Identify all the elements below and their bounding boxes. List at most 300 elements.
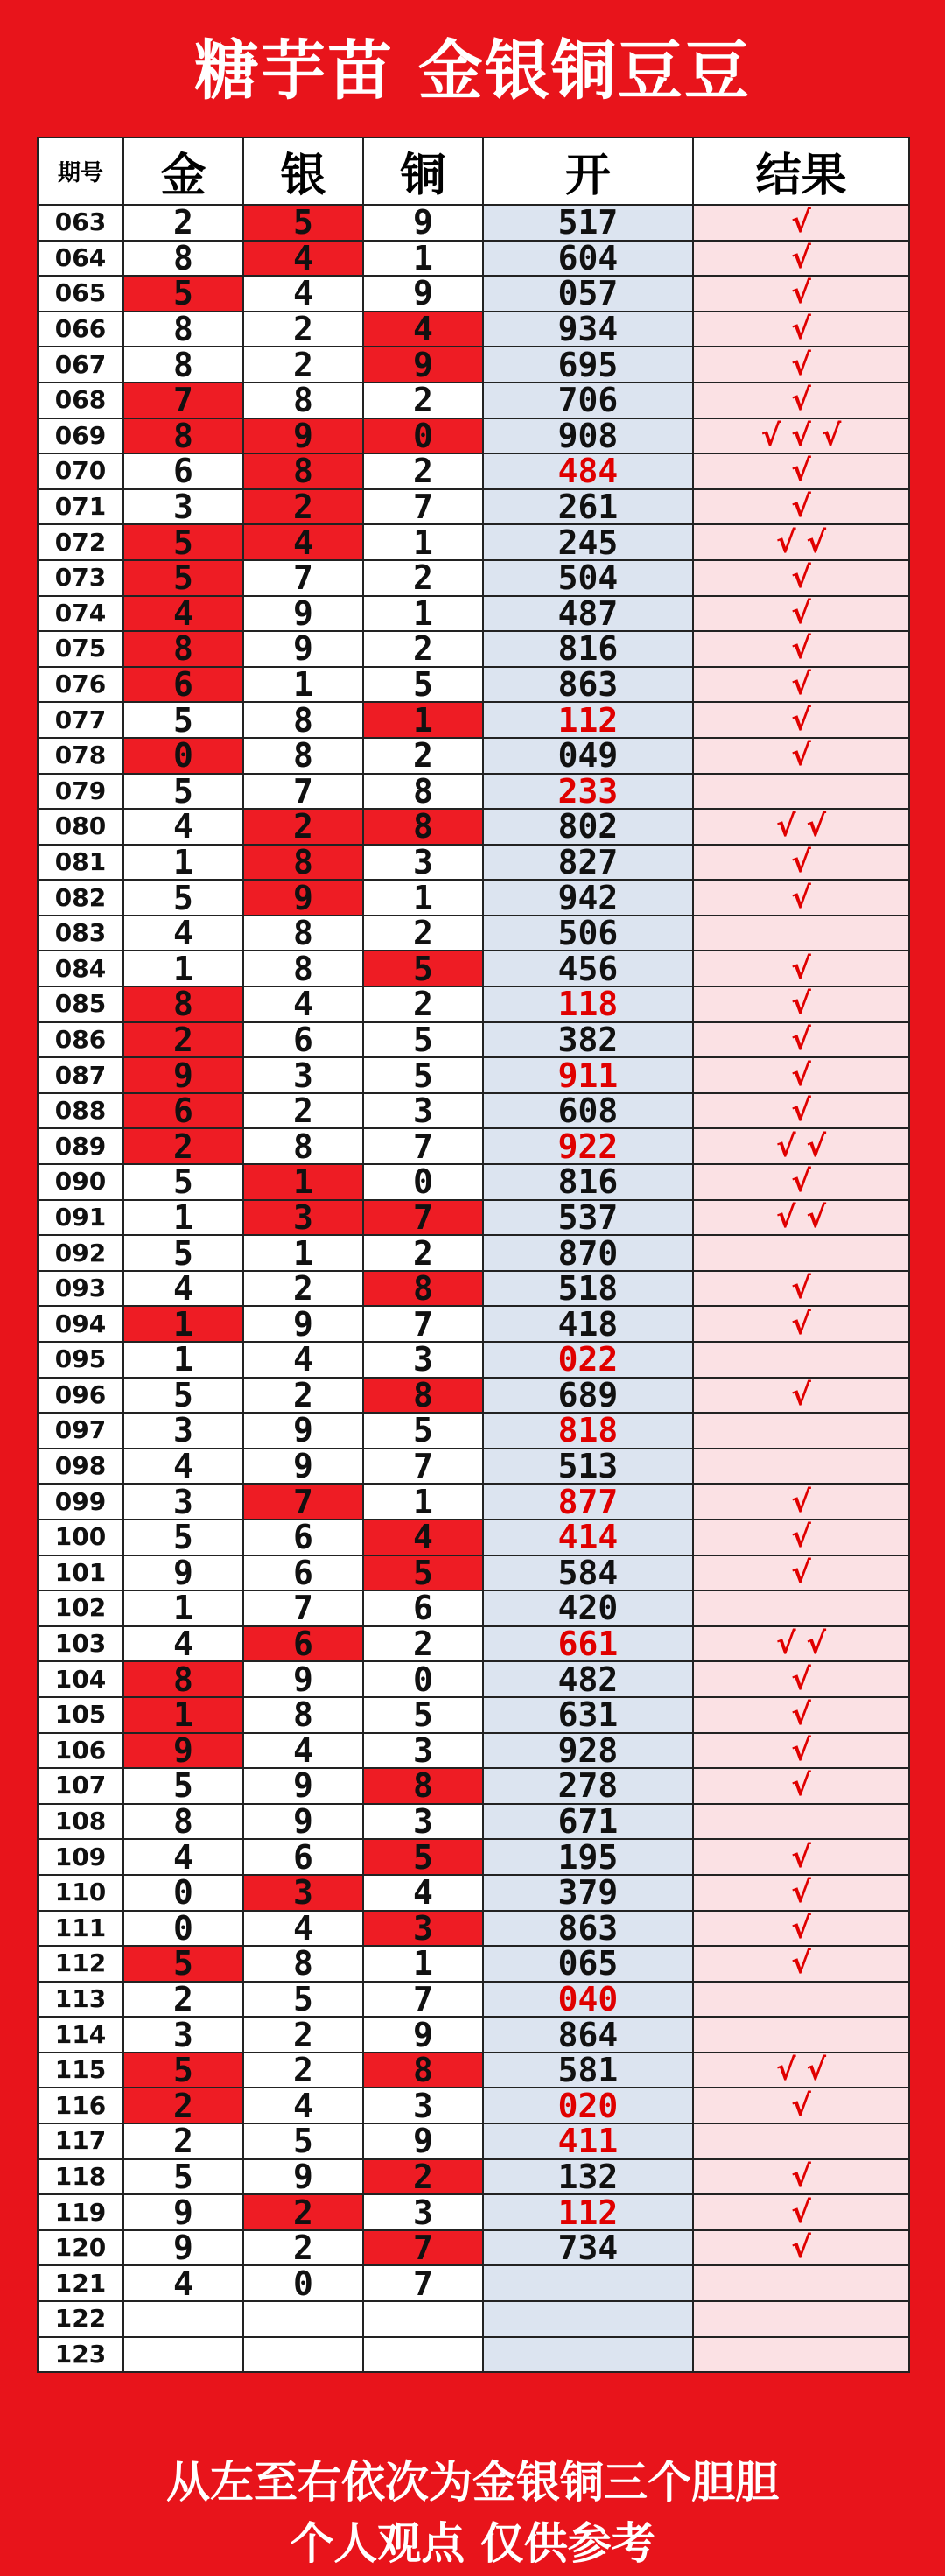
header-result: 结果 — [693, 137, 909, 205]
bronze-cell: 5 — [363, 1839, 483, 1875]
draw-cell: 118 — [483, 986, 693, 1022]
table-row — [38, 347, 909, 383]
silver-cell: 2 — [243, 1093, 363, 1129]
footer-line-2: 个人观点 仅供参考 — [290, 2518, 655, 2569]
bronze-cell: 5 — [363, 1057, 483, 1093]
bronze-cell: 9 — [363, 205, 483, 241]
bronze-cell — [363, 2337, 483, 2373]
gold-cell: 1 — [123, 951, 243, 986]
silver-cell: 5 — [243, 1982, 363, 2018]
table-row — [38, 596, 909, 632]
gold-cell: 5 — [123, 702, 243, 738]
issue-cell: 087 — [38, 1057, 123, 1093]
draw-cell: 827 — [483, 845, 693, 881]
draw-cell: 671 — [483, 1804, 693, 1840]
table-row — [38, 418, 909, 454]
silver-cell: 6 — [243, 1022, 363, 1058]
bronze-cell: 3 — [363, 1804, 483, 1840]
silver-cell — [243, 2301, 363, 2337]
draw-cell: 278 — [483, 1768, 693, 1804]
issue-cell: 075 — [38, 631, 123, 667]
silver-cell: 2 — [243, 489, 363, 525]
issue-cell: 122 — [38, 2301, 123, 2337]
table-row — [38, 1733, 909, 1769]
bronze-cell: 2 — [363, 560, 483, 596]
silver-cell: 9 — [243, 1449, 363, 1485]
bronze-cell: 0 — [363, 418, 483, 454]
draw-cell: 734 — [483, 2230, 693, 2266]
result-cell — [693, 1449, 909, 1485]
gold-cell: 4 — [123, 596, 243, 632]
bronze-cell: 2 — [363, 738, 483, 774]
bronze-cell — [363, 2301, 483, 2337]
result-cell: √ √ √ — [693, 418, 909, 454]
bronze-cell: 3 — [363, 1093, 483, 1129]
issue-cell: 104 — [38, 1661, 123, 1697]
bronze-cell: 8 — [363, 774, 483, 810]
bronze-cell: 5 — [363, 1413, 483, 1449]
bronze-cell: 8 — [363, 2053, 483, 2088]
gold-cell: 9 — [123, 1733, 243, 1769]
gold-cell: 4 — [123, 916, 243, 951]
draw-cell: 195 — [483, 1839, 693, 1875]
bronze-cell: 2 — [363, 453, 483, 489]
footer-line-1: 从左至右依次为金银铜三个胆胆 — [166, 2457, 779, 2508]
result-cell: √ — [693, 1697, 909, 1733]
issue-cell: 091 — [38, 1200, 123, 1236]
issue-cell: 114 — [38, 2017, 123, 2053]
result-cell: √ — [693, 1484, 909, 1520]
issue-cell: 077 — [38, 702, 123, 738]
issue-cell: 076 — [38, 667, 123, 703]
draw-cell: 418 — [483, 1306, 693, 1342]
draw-cell: 022 — [483, 1342, 693, 1378]
bronze-cell: 5 — [363, 951, 483, 986]
issue-cell: 119 — [38, 2194, 123, 2230]
bronze-cell: 3 — [363, 2088, 483, 2123]
result-cell: √ √ — [693, 809, 909, 845]
gold-cell: 5 — [123, 560, 243, 596]
silver-cell: 8 — [243, 738, 363, 774]
silver-cell: 4 — [243, 1342, 363, 1378]
draw-cell: 631 — [483, 1697, 693, 1733]
gold-cell: 6 — [123, 1093, 243, 1129]
bronze-cell: 1 — [363, 880, 483, 916]
bronze-cell: 7 — [363, 1200, 483, 1236]
gold-cell: 5 — [123, 1768, 243, 1804]
silver-cell: 7 — [243, 560, 363, 596]
issue-cell: 082 — [38, 880, 123, 916]
table-row — [38, 1200, 909, 1236]
draw-cell: 040 — [483, 1982, 693, 2018]
draw-cell: 863 — [483, 1911, 693, 1947]
silver-cell: 2 — [243, 1378, 363, 1414]
silver-cell: 2 — [243, 809, 363, 845]
table-row — [38, 1022, 909, 1058]
issue-cell: 069 — [38, 418, 123, 454]
issue-cell: 106 — [38, 1733, 123, 1769]
table-row — [38, 1875, 909, 1911]
table-row — [38, 2159, 909, 2195]
silver-cell: 2 — [243, 347, 363, 383]
issue-cell: 090 — [38, 1164, 123, 1200]
result-cell: √ √ — [693, 524, 909, 560]
result-cell: √ — [693, 845, 909, 881]
gold-cell: 7 — [123, 383, 243, 418]
result-cell: √ √ — [693, 1200, 909, 1236]
table-row — [38, 1413, 909, 1449]
results-table — [37, 137, 910, 2373]
gold-cell: 5 — [123, 774, 243, 810]
gold-cell: 9 — [123, 1057, 243, 1093]
result-cell — [693, 1590, 909, 1626]
draw-cell: 608 — [483, 1093, 693, 1129]
issue-cell: 073 — [38, 560, 123, 596]
bronze-cell: 3 — [363, 845, 483, 881]
gold-cell: 8 — [123, 347, 243, 383]
draw-cell: 233 — [483, 774, 693, 810]
gold-cell: 9 — [123, 1555, 243, 1591]
silver-cell: 6 — [243, 1555, 363, 1591]
gold-cell: 5 — [123, 524, 243, 560]
table-row — [38, 2088, 909, 2123]
gold-cell: 5 — [123, 276, 243, 312]
bronze-cell: 7 — [363, 2265, 483, 2301]
table-row — [38, 1839, 909, 1875]
silver-cell: 7 — [243, 1590, 363, 1626]
gold-cell: 5 — [123, 1946, 243, 1982]
silver-cell: 7 — [243, 774, 363, 810]
bronze-cell: 1 — [363, 1484, 483, 1520]
bronze-cell: 0 — [363, 1661, 483, 1697]
issue-cell: 115 — [38, 2053, 123, 2088]
issue-cell: 097 — [38, 1413, 123, 1449]
draw-cell: 420 — [483, 1590, 693, 1626]
gold-cell: 8 — [123, 631, 243, 667]
gold-cell: 5 — [123, 1235, 243, 1271]
issue-cell: 116 — [38, 2088, 123, 2123]
issue-cell: 071 — [38, 489, 123, 525]
bronze-cell: 3 — [363, 2194, 483, 2230]
gold-cell: 1 — [123, 1306, 243, 1342]
issue-cell: 100 — [38, 1520, 123, 1555]
result-cell: √ — [693, 702, 909, 738]
table-row — [38, 524, 909, 560]
bronze-cell: 2 — [363, 916, 483, 951]
bronze-cell: 2 — [363, 2159, 483, 2195]
silver-cell: 8 — [243, 845, 363, 881]
issue-cell: 112 — [38, 1946, 123, 1982]
result-cell: √ — [693, 951, 909, 986]
result-cell: √ √ — [693, 1626, 909, 1662]
gold-cell: 8 — [123, 312, 243, 347]
silver-cell: 8 — [243, 1697, 363, 1733]
issue-cell: 118 — [38, 2159, 123, 2195]
result-cell: √ — [693, 1306, 909, 1342]
issue-cell: 079 — [38, 774, 123, 810]
issue-cell: 066 — [38, 312, 123, 347]
draw-cell: 706 — [483, 383, 693, 418]
gold-cell: 2 — [123, 2088, 243, 2123]
draw-cell: 518 — [483, 1271, 693, 1307]
table-row — [38, 1661, 909, 1697]
silver-cell: 8 — [243, 1128, 363, 1164]
issue-cell: 078 — [38, 738, 123, 774]
gold-cell: 5 — [123, 2053, 243, 2088]
silver-cell: 4 — [243, 986, 363, 1022]
silver-cell: 3 — [243, 1057, 363, 1093]
silver-cell: 9 — [243, 880, 363, 916]
gold-cell: 2 — [123, 1128, 243, 1164]
silver-cell: 9 — [243, 1413, 363, 1449]
result-cell — [693, 2123, 909, 2159]
silver-cell: 7 — [243, 1484, 363, 1520]
draw-cell: 112 — [483, 702, 693, 738]
issue-cell: 088 — [38, 1093, 123, 1129]
silver-cell: 8 — [243, 453, 363, 489]
issue-cell: 105 — [38, 1697, 123, 1733]
draw-cell: 020 — [483, 2088, 693, 2123]
result-cell — [693, 2265, 909, 2301]
table-header-row — [38, 137, 909, 205]
issue-cell: 117 — [38, 2123, 123, 2159]
silver-cell: 8 — [243, 1946, 363, 1982]
bronze-cell: 6 — [363, 1590, 483, 1626]
draw-cell: 513 — [483, 1449, 693, 1485]
draw-cell: 695 — [483, 347, 693, 383]
issue-cell: 109 — [38, 1839, 123, 1875]
silver-cell: 6 — [243, 1839, 363, 1875]
issue-cell: 123 — [38, 2337, 123, 2373]
result-cell — [693, 916, 909, 951]
table-row — [38, 1697, 909, 1733]
silver-cell: 9 — [243, 596, 363, 632]
draw-cell: 942 — [483, 880, 693, 916]
bronze-cell: 4 — [363, 312, 483, 347]
result-cell: √ — [693, 2194, 909, 2230]
table-row — [38, 845, 909, 881]
issue-cell: 094 — [38, 1306, 123, 1342]
bronze-cell: 8 — [363, 1768, 483, 1804]
bronze-cell: 7 — [363, 489, 483, 525]
issue-cell: 070 — [38, 453, 123, 489]
draw-cell: 537 — [483, 1200, 693, 1236]
gold-cell: 4 — [123, 1449, 243, 1485]
silver-cell: 6 — [243, 1520, 363, 1555]
header-gold: 金 — [123, 137, 243, 205]
result-cell: √ — [693, 738, 909, 774]
issue-cell: 086 — [38, 1022, 123, 1058]
silver-cell: 8 — [243, 951, 363, 986]
bronze-cell: 2 — [363, 1235, 483, 1271]
bronze-cell: 3 — [363, 1733, 483, 1769]
result-cell: √ — [693, 1733, 909, 1769]
silver-cell: 2 — [243, 2230, 363, 2266]
bronze-cell: 4 — [363, 1875, 483, 1911]
table-row — [38, 1235, 909, 1271]
bronze-cell: 5 — [363, 1697, 483, 1733]
silver-cell: 5 — [243, 2123, 363, 2159]
bronze-cell: 9 — [363, 276, 483, 312]
draw-cell: 261 — [483, 489, 693, 525]
bronze-cell: 2 — [363, 631, 483, 667]
result-cell: √ — [693, 2230, 909, 2266]
table-row — [38, 880, 909, 916]
gold-cell: 5 — [123, 1378, 243, 1414]
header-draw: 开 — [483, 137, 693, 205]
silver-cell: 4 — [243, 524, 363, 560]
table-row — [38, 205, 909, 241]
issue-cell: 099 — [38, 1484, 123, 1520]
draw-cell: 057 — [483, 276, 693, 312]
table-row — [38, 1164, 909, 1200]
gold-cell: 8 — [123, 241, 243, 277]
issue-cell: 113 — [38, 1982, 123, 2018]
result-cell: √ — [693, 1520, 909, 1555]
draw-cell: 934 — [483, 312, 693, 347]
result-cell: √ — [693, 1057, 909, 1093]
header-silver: 银 — [243, 137, 363, 205]
silver-cell: 9 — [243, 1661, 363, 1697]
draw-cell: 379 — [483, 1875, 693, 1911]
gold-cell: 8 — [123, 418, 243, 454]
result-cell: √ — [693, 986, 909, 1022]
table-row — [38, 2265, 909, 2301]
silver-cell: 1 — [243, 1235, 363, 1271]
result-cell: √ — [693, 1875, 909, 1911]
silver-cell: 2 — [243, 312, 363, 347]
silver-cell: 3 — [243, 1200, 363, 1236]
silver-cell: 4 — [243, 241, 363, 277]
result-cell: √ — [693, 383, 909, 418]
result-cell: √ — [693, 489, 909, 525]
table-row — [38, 2301, 909, 2337]
gold-cell: 6 — [123, 667, 243, 703]
issue-cell: 111 — [38, 1911, 123, 1947]
silver-cell: 1 — [243, 1164, 363, 1200]
result-cell — [693, 774, 909, 810]
table-row — [38, 1590, 909, 1626]
silver-cell: 2 — [243, 2053, 363, 2088]
draw-cell: 382 — [483, 1022, 693, 1058]
draw-cell: 584 — [483, 1555, 693, 1591]
issue-cell: 065 — [38, 276, 123, 312]
gold-cell: 9 — [123, 2230, 243, 2266]
table-row — [38, 1378, 909, 1414]
table-row — [38, 1128, 909, 1164]
draw-cell: 911 — [483, 1057, 693, 1093]
gold-cell: 3 — [123, 1413, 243, 1449]
bronze-cell: 7 — [363, 1306, 483, 1342]
bronze-cell: 7 — [363, 2230, 483, 2266]
issue-cell: 085 — [38, 986, 123, 1022]
gold-cell: 8 — [123, 1804, 243, 1840]
table-row — [38, 1982, 909, 2018]
issue-cell: 067 — [38, 347, 123, 383]
issue-cell: 103 — [38, 1626, 123, 1662]
issue-cell: 080 — [38, 809, 123, 845]
draw-cell: 802 — [483, 809, 693, 845]
issue-cell: 083 — [38, 916, 123, 951]
bronze-cell: 3 — [363, 1342, 483, 1378]
bronze-cell: 7 — [363, 1449, 483, 1485]
gold-cell: 4 — [123, 1839, 243, 1875]
draw-cell: 065 — [483, 1946, 693, 1982]
bronze-cell: 7 — [363, 1128, 483, 1164]
draw-cell: 049 — [483, 738, 693, 774]
table-row — [38, 667, 909, 703]
issue-cell: 102 — [38, 1590, 123, 1626]
bronze-cell: 1 — [363, 1946, 483, 1982]
gold-cell: 1 — [123, 1697, 243, 1733]
header-bronze: 铜 — [363, 137, 483, 205]
result-cell: √ — [693, 880, 909, 916]
silver-cell: 9 — [243, 2159, 363, 2195]
bronze-cell: 1 — [363, 524, 483, 560]
silver-cell: 9 — [243, 1804, 363, 1840]
draw-cell: 908 — [483, 418, 693, 454]
table-row — [38, 2230, 909, 2266]
gold-cell: 3 — [123, 1484, 243, 1520]
draw-cell: 517 — [483, 205, 693, 241]
gold-cell: 2 — [123, 205, 243, 241]
gold-cell: 9 — [123, 2194, 243, 2230]
result-cell: √ — [693, 241, 909, 277]
table-row — [38, 1911, 909, 1947]
draw-cell: 816 — [483, 1164, 693, 1200]
silver-cell: 3 — [243, 1875, 363, 1911]
result-cell — [693, 1413, 909, 1449]
table-row — [38, 738, 909, 774]
table-row — [38, 1271, 909, 1307]
bronze-cell: 2 — [363, 1626, 483, 1662]
bronze-cell: 5 — [363, 667, 483, 703]
table-row — [38, 2194, 909, 2230]
issue-cell: 072 — [38, 524, 123, 560]
gold-cell: 3 — [123, 2017, 243, 2053]
silver-cell: 8 — [243, 916, 363, 951]
result-cell — [693, 2337, 909, 2373]
draw-cell: 482 — [483, 1661, 693, 1697]
issue-cell: 081 — [38, 845, 123, 881]
issue-cell: 093 — [38, 1271, 123, 1307]
results-table-wrap — [37, 137, 908, 2373]
draw-cell — [483, 2301, 693, 2337]
bronze-cell: 9 — [363, 347, 483, 383]
result-cell: √ — [693, 453, 909, 489]
gold-cell: 1 — [123, 1342, 243, 1378]
draw-cell: 863 — [483, 667, 693, 703]
bronze-cell: 3 — [363, 1911, 483, 1947]
table-row — [38, 560, 909, 596]
bronze-cell: 0 — [363, 1164, 483, 1200]
bronze-cell: 9 — [363, 2017, 483, 2053]
table-row — [38, 241, 909, 277]
bronze-cell: 9 — [363, 2123, 483, 2159]
gold-cell: 0 — [123, 1875, 243, 1911]
table-row — [38, 1484, 909, 1520]
silver-cell: 4 — [243, 1733, 363, 1769]
bronze-cell: 8 — [363, 809, 483, 845]
draw-cell: 456 — [483, 951, 693, 986]
table-row — [38, 1342, 909, 1378]
silver-cell — [243, 2337, 363, 2373]
table-row — [38, 1057, 909, 1093]
gold-cell: 2 — [123, 2123, 243, 2159]
result-cell: √ — [693, 205, 909, 241]
result-cell: √ — [693, 312, 909, 347]
issue-cell: 101 — [38, 1555, 123, 1591]
